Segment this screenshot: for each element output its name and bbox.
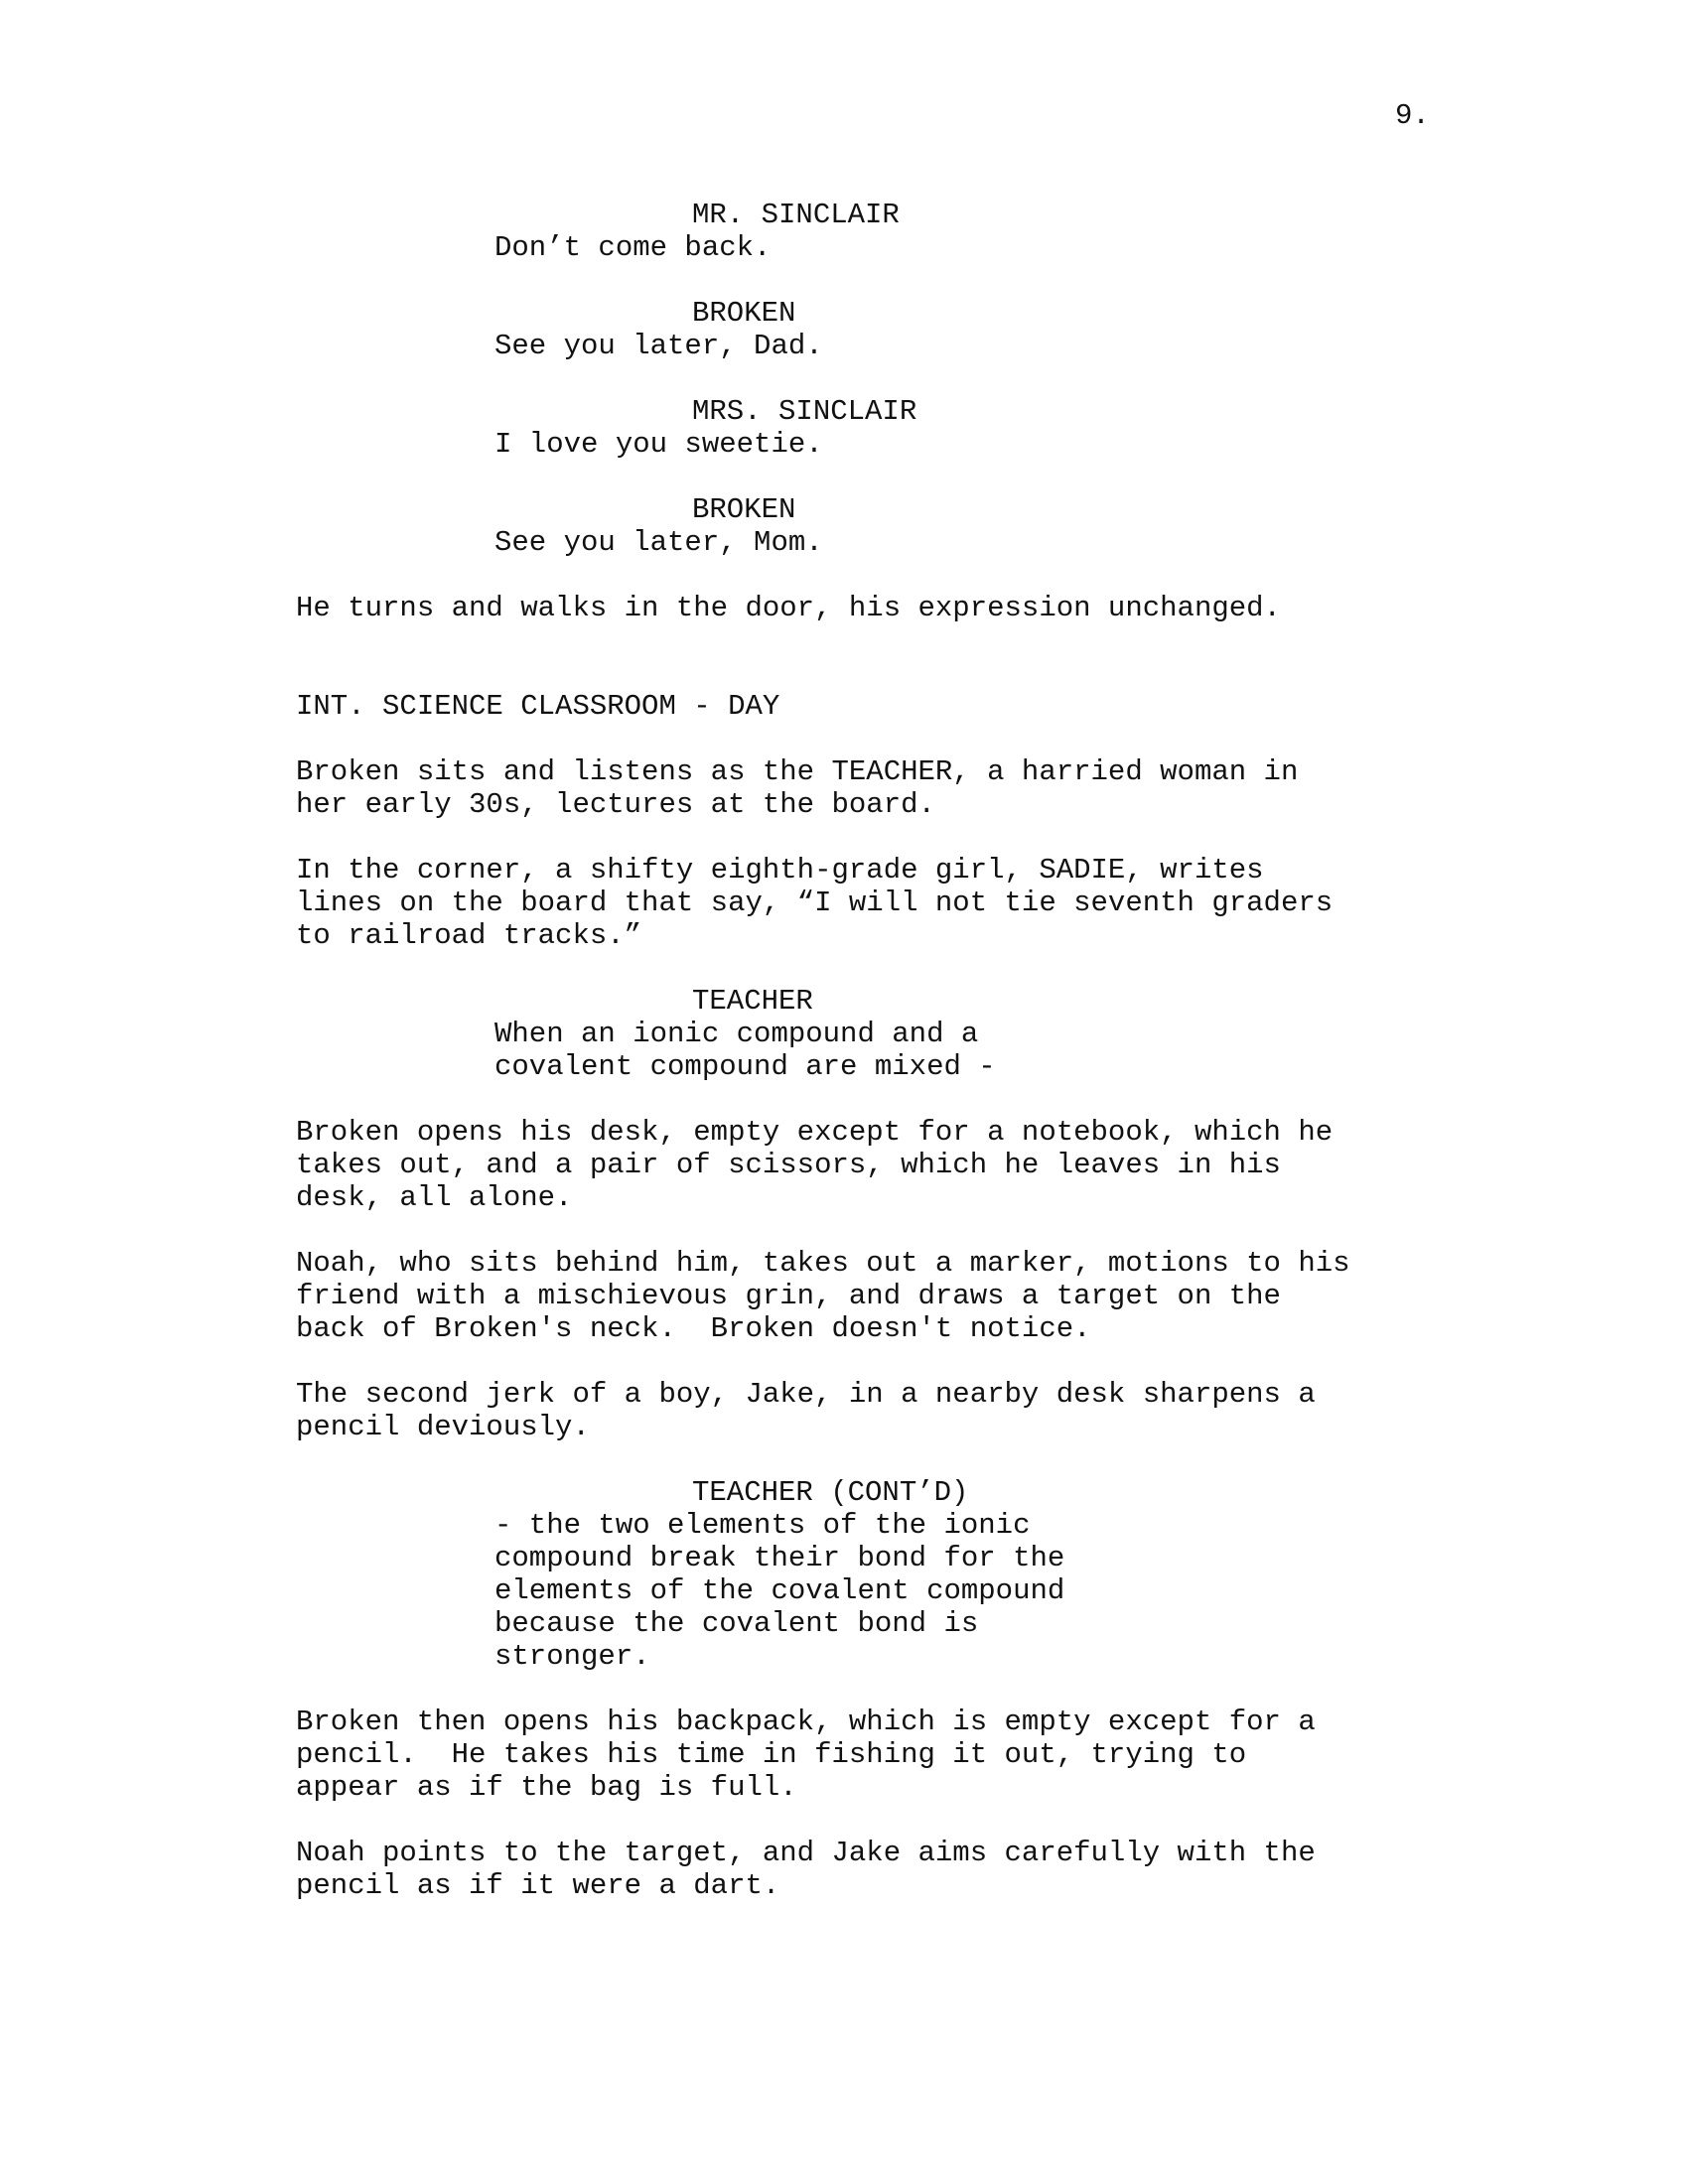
action-line: pencil deviously. [296, 1411, 590, 1443]
dialogue-line: elements of the covalent compound [494, 1574, 1065, 1607]
dialogue-line: because the covalent bond is [494, 1607, 979, 1640]
dialogue-line: I love you sweetie. [494, 428, 823, 461]
screenplay-body [0, 199, 1688, 1902]
character-cue: TEACHER [692, 985, 813, 1018]
action-line: He turns and walks in the door, his expression unchanged. [296, 592, 1281, 624]
action-line: Broken then opens his backpack, which is empty except for a [296, 1706, 1316, 1738]
character-cue: MRS. SINCLAIR [692, 395, 917, 428]
action-line: desk, all alone. [296, 1181, 573, 1214]
action-line: Noah, who sits behind him, takes out a marker, motions to his [296, 1247, 1350, 1280]
action-line: her early 30s, lectures at the board. [296, 788, 935, 821]
action-line: takes out, and a pair of scissors, which he leaves in his [296, 1149, 1281, 1181]
action-line: friend with a mischievous grin, and draws a target on the [296, 1280, 1281, 1312]
character-cue: MR. SINCLAIR [692, 199, 900, 231]
action-line: pencil as if it were a dart. [296, 1869, 780, 1902]
dialogue-line: - the two elements of the ionic [494, 1509, 1031, 1542]
action-line: Broken opens his desk, empty except for a notebook, which he [296, 1116, 1334, 1149]
dialogue-line: See you later, Dad. [494, 330, 823, 362]
dialogue-line: Don’t come back. [494, 231, 772, 264]
dialogue-line: See you later, Mom. [494, 526, 823, 559]
action-line: lines on the board that say, “I will not tie seventh graders [296, 887, 1334, 919]
action-line: Broken sits and listens as the TEACHER, a harried woman in [296, 755, 1299, 788]
action-line: pencil. He takes his time in fishing it out, trying to [296, 1738, 1247, 1771]
page-number: 9. [1395, 99, 1430, 132]
character-cue: TEACHER (CONT’D) [692, 1476, 969, 1509]
action-line: In the corner, a shifty eighth-grade girl, SADIE, writes [296, 854, 1264, 887]
dialogue-line: compound break their bond for the [494, 1542, 1065, 1574]
character-cue: BROKEN [692, 493, 796, 526]
action-line: The second jerk of a boy, Jake, in a nearby desk sharpens a [296, 1378, 1316, 1411]
scene-heading: INT. SCIENCE CLASSROOM - DAY [296, 690, 780, 723]
character-cue: BROKEN [692, 297, 796, 330]
action-line: to railroad tracks.” [296, 919, 642, 952]
dialogue-line: covalent compound are mixed - [494, 1050, 996, 1083]
action-line: back of Broken's neck. Broken doesn't notice. [296, 1312, 1091, 1345]
dialogue-line: stronger. [494, 1640, 650, 1673]
dialogue-line: When an ionic compound and a [494, 1018, 979, 1050]
action-line: appear as if the bag is full. [296, 1771, 797, 1804]
action-line: Noah points to the target, and Jake aims carefully with the [296, 1837, 1316, 1869]
